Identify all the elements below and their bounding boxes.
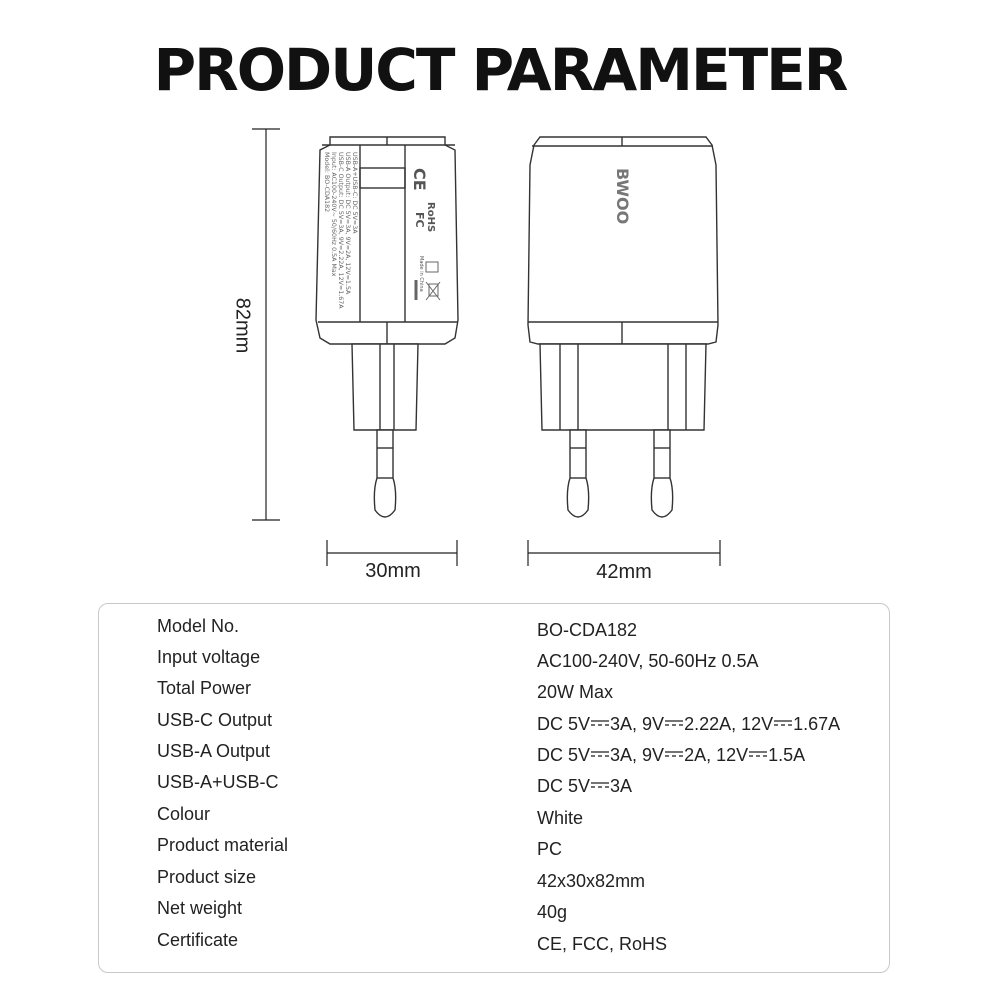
spec-value: 42x30x82mm (537, 871, 646, 891)
dc-symbol-icon (665, 719, 683, 727)
spec-value: White (537, 808, 584, 828)
spec-row-size (99, 867, 891, 897)
dc-symbol-icon (591, 719, 609, 727)
spec-table (98, 603, 890, 973)
spec-value: PC (537, 839, 563, 859)
spec-label: Net weight (157, 898, 243, 918)
spec-row-power (99, 678, 891, 708)
spec-label: Certificate (157, 930, 239, 950)
spec-row-model (99, 616, 891, 646)
spec-row-colour (99, 804, 891, 834)
spec-value-part: 3A (610, 776, 633, 796)
dc-symbol-icon (665, 750, 683, 758)
spec-label: Product material (157, 835, 289, 855)
spec-value: BO-CDA182 (537, 620, 638, 640)
spec-value-part: 1.5A (768, 745, 806, 765)
side-label-line: USB-A Output: DC 5V=3A, 9V=2A, 12V=1.5A (344, 152, 351, 295)
ce-mark: CE (410, 168, 429, 191)
spec-label: Total Power (157, 678, 252, 698)
spec-label: Input voltage (157, 647, 261, 667)
dc-symbol-icon (774, 719, 792, 727)
side-label-line: Input: AC100-240V~ 50/60Hz 0.5A Max (330, 152, 337, 277)
side-label-line: USB-A+USB-C: DC 5V=3A (351, 152, 358, 234)
spec-value: AC100-240V, 50-60Hz 0.5A (537, 651, 759, 671)
spec-value-part: 2A, 12V (684, 745, 749, 765)
spec-label: USB-A+USB-C (157, 772, 279, 792)
spec-value-part: 3A, 9V (610, 714, 665, 734)
dc-symbol-icon (591, 750, 609, 758)
spec-value-part: DC 5V (537, 714, 591, 734)
page-title: PRODUCT PARAMETER (153, 36, 847, 104)
dc-symbol-icon (591, 781, 609, 789)
spec-value (537, 745, 805, 766)
spec-row-input (99, 647, 891, 677)
brand-logo: BWOO (613, 168, 632, 225)
spec-row-usba-usbc (99, 772, 891, 802)
spec-value (537, 776, 632, 797)
side-width-dimension-label: 30mm (365, 560, 421, 582)
spec-row-usba (99, 741, 891, 771)
spec-value: CE, FCC, RoHS (537, 934, 668, 954)
spec-value-part: DC 5V (537, 745, 591, 765)
height-dimension-label: 82mm (231, 297, 254, 354)
spec-label: Colour (157, 804, 211, 824)
spec-value: 20W Max (537, 682, 614, 702)
spec-label: USB-A Output (157, 741, 271, 761)
side-label-line: USB-C Output: DC 5V=3A, 9V=2.22A, 12V=1.67A (337, 152, 344, 309)
spec-value: 40g (537, 902, 568, 922)
spec-row-certificate (99, 930, 891, 960)
spec-value-part: 3A, 9V (610, 745, 665, 765)
dc-symbol-icon (749, 750, 767, 758)
spec-row-material (99, 835, 891, 865)
spec-label: USB-C Output (157, 710, 273, 730)
spec-value-part: 1.67A (793, 714, 841, 734)
fc-mark: FC (413, 212, 426, 228)
height-dimension-line (252, 129, 280, 520)
made-in-text: Made in China (418, 256, 424, 292)
spec-row-weight (99, 898, 891, 928)
rohs-mark: RoHS (425, 202, 436, 233)
spec-label: Product size (157, 867, 257, 887)
side-label-line: Model: BO-CDA182 (323, 152, 330, 213)
spec-label: Model No. (157, 616, 240, 636)
front-width-dimension-label: 42mm (596, 561, 652, 583)
spec-value (537, 714, 840, 735)
spec-value-part: DC 5V (537, 776, 591, 796)
spec-value-part: 2.22A, 12V (684, 714, 774, 734)
spec-row-usbc (99, 710, 891, 740)
